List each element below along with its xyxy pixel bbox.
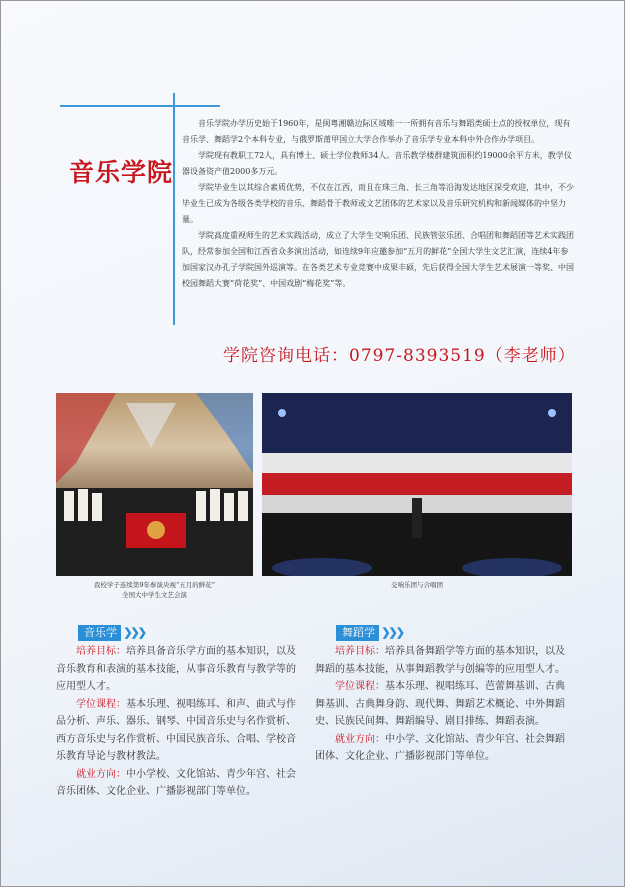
- courses-text: 基本乐理、视唱练耳、和声、曲式与作品分析、声乐、器乐、钢琴、中国音乐史与名作赏析、西方音乐史与名作赏析、中国民族音乐、合唱、学校音乐教育导论与教材教法。: [56, 698, 296, 762]
- goal-label: 培养目标：: [76, 646, 126, 657]
- college-intro: [182, 116, 576, 292]
- major-dance-details: [315, 643, 572, 766]
- decor-vertical-line: [173, 93, 175, 325]
- jobs-label: 就业方向：: [76, 768, 126, 780]
- chevron-right-icon: ❯❯❯: [123, 626, 145, 639]
- goal-text: 培养具备舞蹈学等方面的基本知识，以及舞蹈的基本技能，从事舞蹈教学与创编等的应用型人才。: [315, 646, 565, 675]
- jobs-paragraph: [56, 766, 297, 801]
- major-badge-dance: [336, 625, 403, 641]
- chevron-right-icon: ❯❯❯: [381, 626, 403, 639]
- consult-phone: 学院咨询电话：0797-8393519（李老师）: [223, 346, 576, 366]
- jobs-paragraph: [315, 731, 572, 766]
- goal-label: 培养目标：: [335, 646, 385, 657]
- goal-paragraph: [56, 643, 297, 696]
- major-name: 音乐学: [84, 626, 117, 639]
- caption-line: 全国大中学生文艺会演: [122, 591, 187, 599]
- jobs-text: 中小学、文化馆站、青少年宫、社会舞蹈团体、文化企业、广播影视部门等单位。: [315, 733, 565, 762]
- college-title: 音乐学院: [69, 158, 174, 187]
- courses-paragraph: [315, 678, 572, 731]
- students-group-photo: [56, 393, 253, 576]
- major-badge-music: [78, 625, 145, 641]
- orchestra-choir-photo: [262, 393, 572, 576]
- goal-paragraph: [315, 643, 572, 678]
- courses-label: 学位课程：: [76, 698, 126, 710]
- major-music-details: [56, 643, 297, 801]
- courses-text: 基本乐理、视唱练耳、芭蕾舞基训、古典舞基训、古典舞身韵、现代舞、舞蹈艺术概论、中外舞蹈史、民族民间舞、舞蹈编导、剧目排练、舞蹈表演。: [315, 681, 565, 727]
- caption-line: 我校学子连续第9年参演央视“五月的鲜花”: [93, 581, 216, 589]
- jobs-label: 就业方向：: [335, 733, 385, 745]
- goal-text: 培养具备音乐学方面的基本知识，以及音乐教育和表演的基本技能，从事音乐教育与教学等的应用型人才。: [56, 646, 296, 692]
- intro-paragraph: 学院毕业生以其综合素质优势，不仅在江西，而且在珠三角、长三角等沿海发达地区深受欢迎，其中，不少毕业生已成为各级各类学校的音乐、舞蹈骨干教师或文艺团体的艺术家以及音乐研究机构和新闻媒体的中坚力量。: [182, 183, 574, 224]
- courses-paragraph: [56, 696, 297, 766]
- photo-caption-students: [56, 580, 253, 600]
- courses-label: 学位课程：: [335, 681, 385, 692]
- intro-paragraph: 学院高度重视师生的艺术实践活动，成立了大学生交响乐团、民族管弦乐团、合唱团和舞蹈团等艺术实践团队，经常参加全国和江西省众多演出活动，如连续9年应邀参加“五月的鲜花”全国大学生文艺汇演，连续4年参加国家汉办孔子学院国外巡演等。在各类艺术专业竞赛中成果丰硕，先后获得全国大学生艺术展演一等奖、中国校园舞蹈大赛“荷花奖”、中国戏剧“梅花奖”等。: [182, 231, 574, 288]
- decor-horizontal-line: [60, 105, 220, 107]
- major-name: 舞蹈学: [342, 626, 375, 639]
- intro-paragraph: 学院现有教职工72人，具有博士、硕士学位教师34人。音乐教学楼群建筑面积约19000余平方米，教学仪器设备资产值2000多万元。: [182, 151, 572, 176]
- photo-caption-orchestra: 交响乐团与合唱团: [391, 581, 443, 589]
- intro-paragraph: 音乐学院办学历史始于1960年，是闽粤湘赣边际区域唯一一所拥有音乐与舞蹈类硕士点的授权单位，现有音乐学、舞蹈学2个本科专业，与俄罗斯莆甲国立大学合作举办了音乐学专业本科中外合作办学项目。: [182, 119, 571, 144]
- orchestra-photo-art: [262, 393, 572, 576]
- students-photo-art: [56, 393, 253, 576]
- jobs-text: 中小学校、文化馆站、青少年宫、社会音乐团体、文化企业、广播影视部门等单位。: [56, 768, 296, 797]
